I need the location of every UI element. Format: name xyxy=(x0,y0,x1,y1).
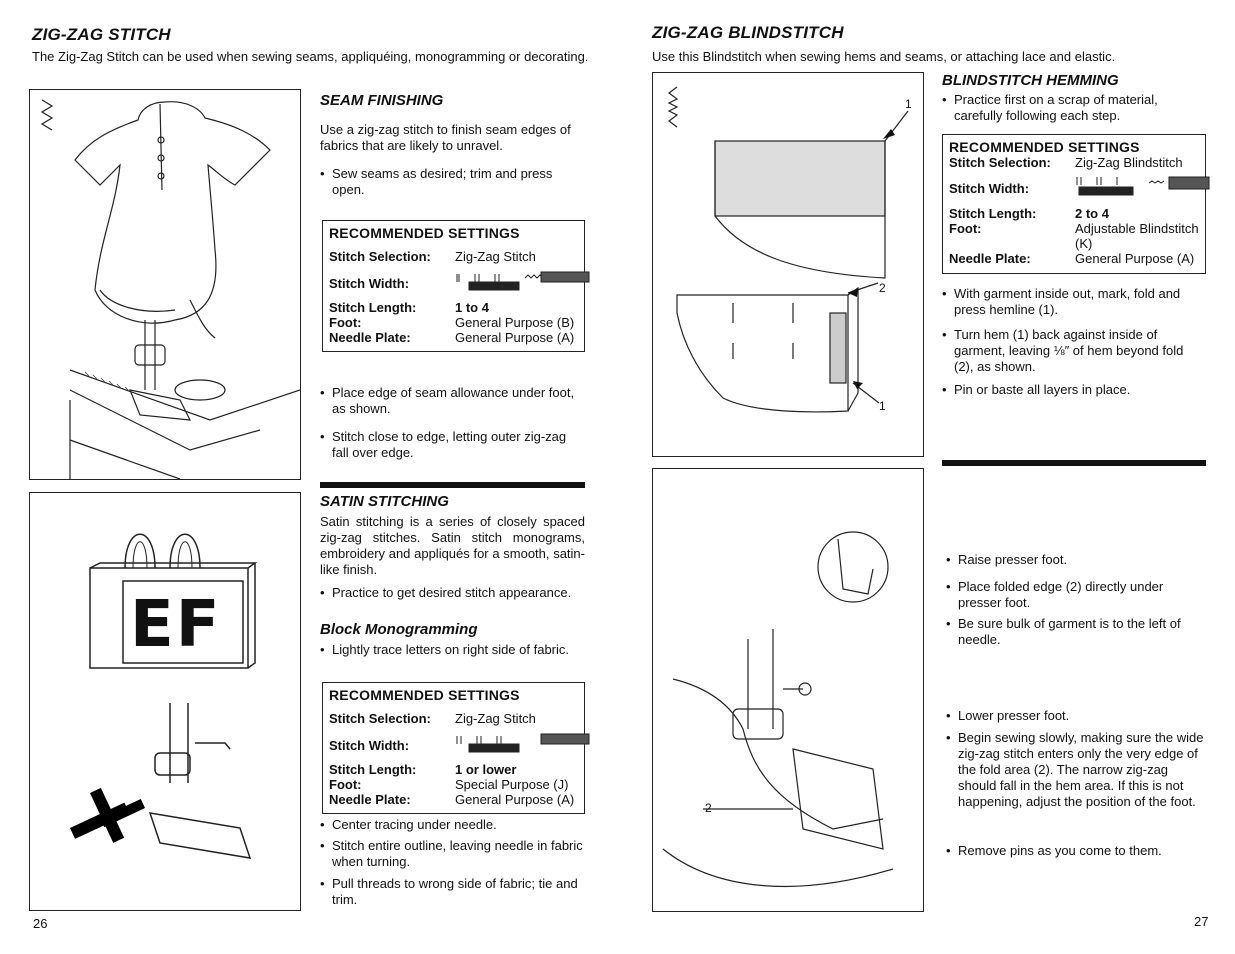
blindstitch-hem-illustration xyxy=(652,72,924,457)
hem-settings-title: RECOMMENDED SETTINGS xyxy=(949,139,1140,155)
seam-finishing-illustration xyxy=(29,89,301,480)
hem-length-value: 2 to 4 xyxy=(1075,206,1109,221)
right-page-title: ZIG-ZAG BLINDSTITCH xyxy=(652,23,844,42)
satin-bullet-5: • Pull threads to wrong side of fabric; tie and trim. xyxy=(320,876,585,908)
blindstitch-icon xyxy=(669,87,677,127)
callout-1-bottom: 1 xyxy=(879,399,886,413)
seam-bullet-3: • Stitch close to edge, letting outer zig-zag fall over edge. xyxy=(320,429,585,461)
satin-settings-title: RECOMMENDED SETTINGS xyxy=(329,687,520,703)
satin-foot-value: Special Purpose (J) xyxy=(455,777,569,792)
seam-settings-box xyxy=(322,220,585,352)
hem-plate-value: General Purpose (A) xyxy=(1075,251,1195,266)
zigzag-stitch-icon xyxy=(42,100,52,130)
right-intro: Use this Blindstitch when sewing hems and seams, or attaching lace and elastic. xyxy=(652,49,1116,64)
hem-bullet-7: • Be sure bulk of garment is to the left of needle. xyxy=(946,616,1206,648)
hem-foot-label: Foot: xyxy=(949,221,982,236)
page-number-left: 26 xyxy=(33,916,48,931)
garment-sewing-drawing xyxy=(30,90,300,479)
satin-foot-label: Foot: xyxy=(329,777,362,792)
seam-length-value: 1 to 4 xyxy=(455,300,489,315)
satin-plate-value: General Purpose (A) xyxy=(455,792,575,807)
seam-width-label: Stitch Width: xyxy=(329,275,410,291)
hem-bullet-8: • Lower presser foot. xyxy=(946,708,1206,724)
seam-plate-value: General Purpose (A) xyxy=(455,330,575,345)
page-number-right: 27 xyxy=(1194,914,1209,929)
satin-settings-box xyxy=(322,682,585,814)
satin-sel-label: Stitch Selection: xyxy=(329,711,431,726)
hem-sel-value: Zig-Zag Blindstitch xyxy=(1075,155,1183,170)
bag-monogram-letters: EF xyxy=(130,588,222,662)
block-monogram-heading: Block Monogramming xyxy=(320,621,478,638)
sewing-machine-drawing xyxy=(653,469,923,911)
hem-bullet-10: • Remove pins as you come to them. xyxy=(946,843,1206,859)
stitch-width-gauge-icon xyxy=(1075,175,1211,199)
seam-sel-value: Zig-Zag Stitch xyxy=(455,249,536,264)
satin-bullet-1: • Practice to get desired stitch appearance. xyxy=(320,585,585,601)
hem-width-label: Stitch Width: xyxy=(949,180,1030,196)
hem-bullet-3: • Turn hem (1) back against inside of garment, leaving ⅛″ of hem beyond fold (2), as shown. xyxy=(942,327,1206,375)
hem-foot-value: Adjustable Blindstitch (K) xyxy=(1075,221,1199,251)
blindstitch-sewing-illustration xyxy=(652,468,924,912)
hem-bullet-2: • With garment inside out, mark, fold and press hemline (1). xyxy=(942,286,1206,318)
hem-bullet-9: • Begin sewing slowly, making sure the wide zig-zag stitch enters only the very edge of the fold area (2). The narrow zig-zag should fall in the hem area. If this is not happening, adjust the position of the foot. xyxy=(946,730,1206,810)
hem-bullet-1: • Practice first on a scrap of material, carefully following each step. xyxy=(942,92,1206,124)
seam-foot-label: Foot: xyxy=(329,315,362,330)
satin-plate-label: Needle Plate: xyxy=(329,792,411,807)
seam-bullet-1: • Sew seams as desired; trim and press open. xyxy=(320,166,585,198)
hem-plate-label: Needle Plate: xyxy=(949,251,1031,266)
stitch-width-gauge-icon xyxy=(455,732,595,756)
section-rule-left xyxy=(320,482,585,488)
callout-2-bottom: 2 xyxy=(705,801,712,815)
section-rule-right xyxy=(942,460,1206,466)
stitch-width-gauge-icon xyxy=(455,270,595,294)
seam-settings-title: RECOMMENDED SETTINGS xyxy=(329,225,520,241)
seam-finishing-heading: SEAM FINISHING xyxy=(320,92,444,109)
satin-text: Satin stitching is a series of closely spaced zig-zag stitches. Satin stitch monograms, embroidery and appliqués for a smooth, satin-like finish. xyxy=(320,514,585,577)
bag-drawing xyxy=(30,493,300,910)
blindstitch-hemming-heading: BLINDSTITCH HEMMING xyxy=(942,72,1119,89)
satin-stitching-illustration xyxy=(29,492,301,911)
satin-heading: SATIN STITCHING xyxy=(320,493,449,510)
satin-bullet-4: • Stitch entire outline, leaving needle in fabric when turning. xyxy=(320,838,585,870)
seam-plate-label: Needle Plate: xyxy=(329,330,411,345)
seam-finishing-text: Use a zig-zag stitch to finish seam edges of fabrics that are likely to unravel. xyxy=(320,122,571,153)
left-intro: The Zig-Zag Stitch can be used when sewing seams, appliquéing, monogramming or decorating. xyxy=(32,49,589,64)
seam-length-label: Stitch Length: xyxy=(329,300,417,315)
callout-2-mid: 2 xyxy=(879,281,886,295)
satin-sel-value: Zig-Zag Stitch xyxy=(455,711,536,726)
hem-bullet-4: • Pin or baste all layers in place. xyxy=(942,382,1206,398)
satin-bullet-3: • Center tracing under needle. xyxy=(320,817,585,833)
callout-1-top: 1 xyxy=(905,97,912,111)
hem-settings-box xyxy=(942,134,1206,274)
satin-bullet-2: • Lightly trace letters on right side of fabric. xyxy=(320,642,585,658)
hem-sel-label: Stitch Selection: xyxy=(949,155,1051,170)
hem-length-label: Stitch Length: xyxy=(949,206,1037,221)
seam-bullet-2: • Place edge of seam allowance under foot, as shown. xyxy=(320,385,585,417)
hem-bullet-5: • Raise presser foot. xyxy=(946,552,1206,568)
satin-width-label: Stitch Width: xyxy=(329,737,410,753)
satin-length-label: Stitch Length: xyxy=(329,762,417,777)
satin-length-value: 1 or lower xyxy=(455,762,517,777)
hem-bullet-6: • Place folded edge (2) directly under presser foot. xyxy=(946,579,1206,611)
seam-foot-value: General Purpose (B) xyxy=(455,315,575,330)
left-page-title: ZIG-ZAG STITCH xyxy=(32,25,171,44)
seam-sel-label: Stitch Selection: xyxy=(329,249,431,264)
